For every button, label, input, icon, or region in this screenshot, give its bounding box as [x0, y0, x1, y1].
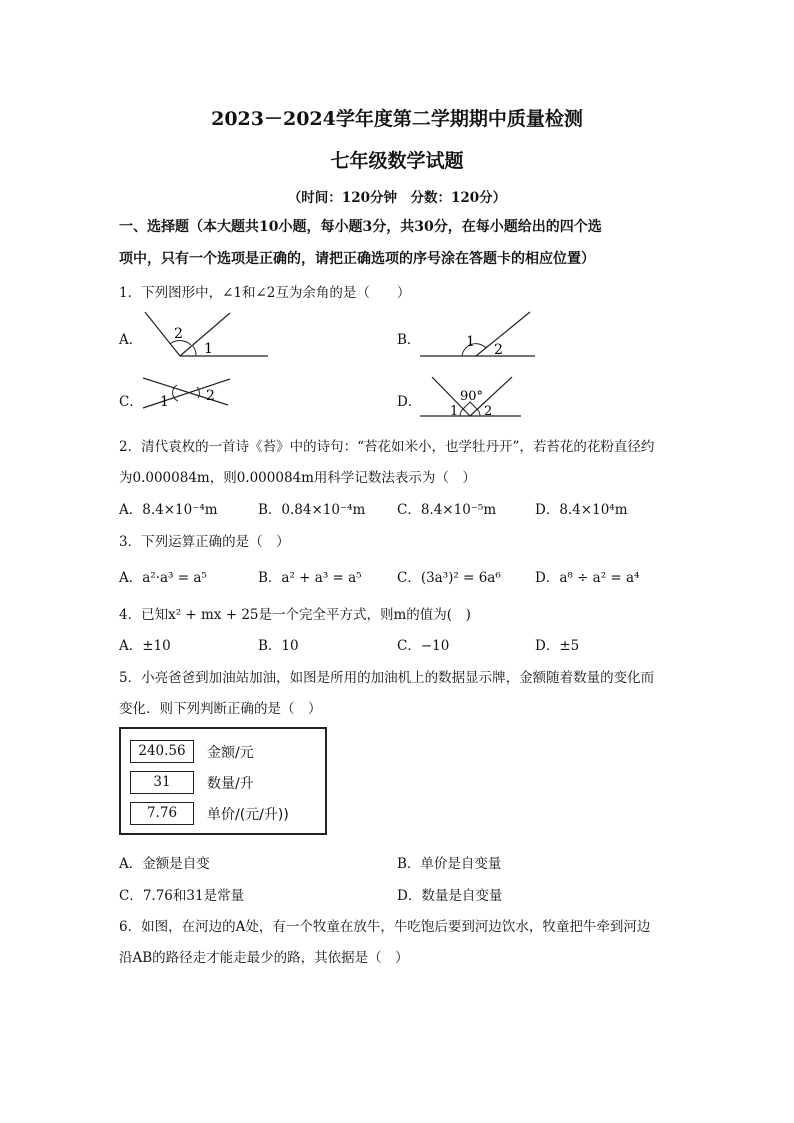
q2-option-b: B．0.84×10⁻⁴m [258, 502, 366, 518]
exam-meta: （时间：120分钟 分数：120分） [287, 190, 507, 206]
q1-figure-b [418, 310, 538, 360]
q3-option-b: B．a² + a³ = a⁵ [258, 570, 362, 586]
q2-option-c: C．8.4×10⁻⁵m [397, 502, 497, 518]
quantity-label: 数量/升 [207, 776, 254, 792]
q1-d-angle-2: 2 [484, 404, 493, 419]
q2-option-a: A．8.4×10⁻⁴m [119, 502, 218, 518]
section-heading-line2: 项中，只有一个选项是正确的，请把正确选项的序号涂在答题卡的相应位置） [119, 251, 595, 267]
q1-option-a-label: A． [119, 332, 143, 348]
q1-figure-d [418, 374, 523, 419]
q1-figure-c [140, 374, 235, 410]
q1-a-angle-2: 2 [174, 326, 183, 342]
q1-d-angle-1: 1 [450, 404, 459, 419]
q2-stem-line2: 为0.000084m，则0.000084m用科学记数法表示为（ ） [119, 470, 476, 486]
exam-title: 2023－2024学年度第二学期期中质量检测 [211, 108, 583, 130]
q2-option-d: D．8.4×10⁴m [535, 502, 628, 518]
q4-stem: 4．已知x² + mx + 25是一个完全平方式，则m的值为( ) [119, 607, 471, 623]
q1-c-angle-1: 1 [160, 394, 169, 410]
q1-option-d-label: D． [397, 394, 422, 410]
q3-stem: 3．下列运算正确的是（ ） [119, 534, 290, 550]
q1-a-angle-1: 1 [204, 341, 213, 357]
q5-option-a: A．金额是自变 [119, 856, 210, 872]
q3-option-a: A．a²·a³ = a⁵ [119, 570, 207, 586]
q1-option-c-label: C． [119, 394, 143, 410]
q2-stem-line1: 2．清代袁枚的一首诗《苔》中的诗句：“苔花如米小，也学牡丹开”，若苔花的花粉直径约 [119, 439, 655, 455]
q6-stem-line1: 6．如图，在河边的A处，有一个牧童在放牛，牛吃饱后要到河边饮水，牧童把牛牵到河边 [119, 919, 651, 935]
q5-stem-line1: 5．小亮爸爸到加油站加油，如图是所用的加油机上的数据显示牌，金额随着数量的变化而 [119, 670, 655, 686]
price-label: 单价/(元/升)) [207, 807, 289, 823]
quantity-value: 31 [130, 771, 194, 794]
q1-stem: 1．下列图形中，∠1和∠2互为余角的是（ ） [119, 285, 411, 301]
q4-option-b: B．10 [258, 638, 299, 654]
q4-option-a: A．±10 [119, 638, 171, 654]
q1-b-angle-2: 2 [494, 342, 503, 358]
q5-option-c: C．7.76和31是常量 [119, 888, 245, 904]
q5-option-d: D．数量是自变量 [397, 888, 503, 904]
q4-option-c: C．−10 [397, 638, 450, 654]
exam-subtitle: 七年级数学试题 [330, 150, 464, 172]
q1-b-angle-1: 1 [466, 334, 475, 350]
section-heading-line1: 一、选择题（本大题共10小题，每小题3分，共30分，在每小题给出的四个选 [119, 219, 602, 235]
amount-value: 240.56 [130, 740, 194, 763]
q5-stem-line2: 变化．则下列判断正确的是（ ） [119, 701, 322, 717]
fuel-pump-display [119, 727, 327, 835]
price-value: 7.76 [130, 802, 194, 825]
q1-option-b-label: B． [397, 332, 421, 348]
q1-figure-a [140, 305, 275, 360]
q1-c-angle-2: 2 [206, 388, 215, 404]
q4-option-d: D．±5 [535, 638, 580, 654]
q6-stem-line2: 沿AB的路径走才能走最少的路，其依据是（ ） [119, 950, 409, 966]
q1-d-right-angle: 90° [460, 389, 484, 404]
q3-option-d: D．a⁸ ÷ a² = a⁴ [535, 570, 640, 586]
amount-label: 金额/元 [207, 745, 254, 761]
q3-option-c: C．(3a³)² = 6a⁶ [397, 570, 501, 586]
q5-option-b: B．单价是自变量 [397, 856, 502, 872]
